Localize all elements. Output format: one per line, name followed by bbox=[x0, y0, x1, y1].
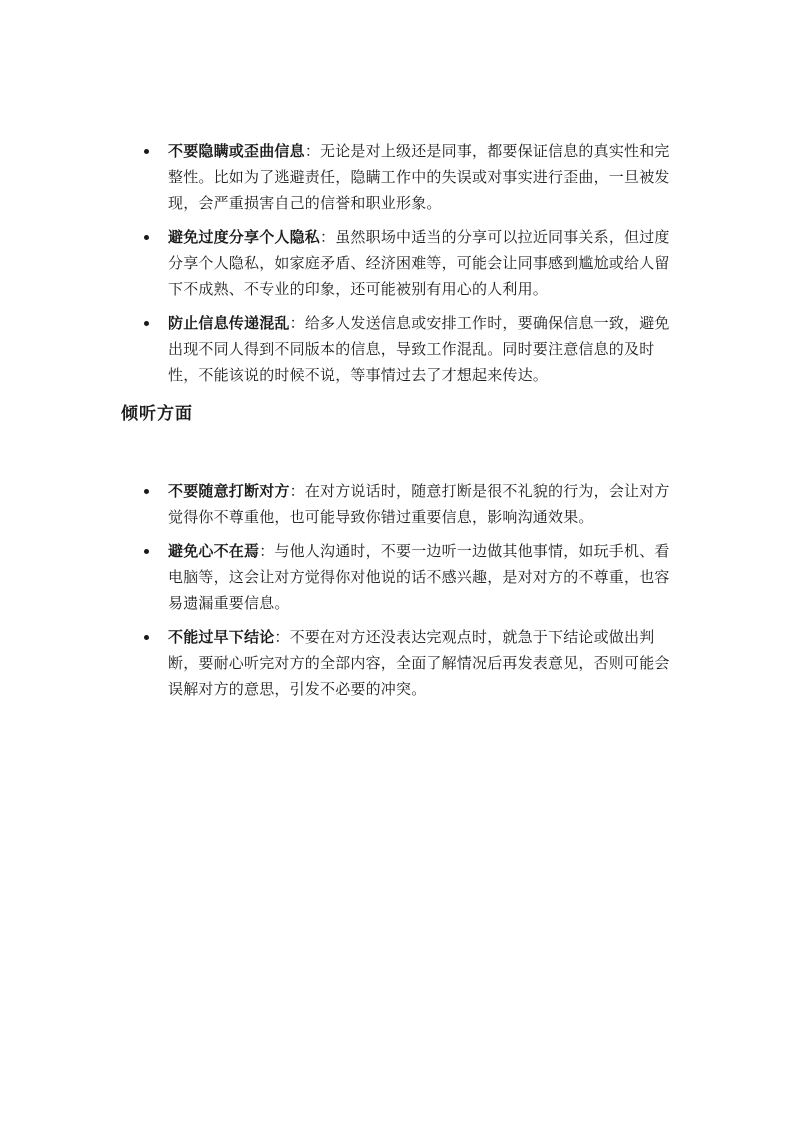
list-item bbox=[140, 624, 680, 702]
item-text: 与他人沟通时，不要一边听一边做其他事情，如玩手机、看电脑等，这会让对方觉得你对他说的话不感兴趣，是对对方的不尊重，也容易遗漏重要信息。 bbox=[168, 542, 670, 612]
bullet-dot-icon bbox=[144, 635, 149, 640]
item-text: 不要在对方还没表达完观点时，就急于下结论或做出判断，要耐心听完对方的全部内容，全面了解情况后再发表意见，否则可能会误解对方的意思，引发不必要的冲突。 bbox=[168, 628, 670, 698]
item-term: 防止信息传递混乱 bbox=[168, 314, 290, 332]
item-text: 给多人发送信息或安排工作时，要确保信息一致，避免出现不同人得到不同版本的信息，导致工作混乱。同时要注意信息的及时性，不能该说的时候不说，等事情过去了才想起来传达。 bbox=[168, 314, 670, 384]
item-term: 不要随意打断对方 bbox=[168, 482, 290, 500]
item-term: 避免心不在焉 bbox=[168, 542, 260, 560]
item-separator: ： bbox=[289, 482, 305, 500]
bullet-dot-icon bbox=[144, 149, 149, 154]
list-item bbox=[140, 224, 680, 302]
item-separator: ： bbox=[259, 542, 275, 560]
list-item bbox=[140, 538, 680, 616]
item-text: 无论是对上级还是同事，都要保证信息的真实性和完整性。比如为了逃避责任，隐瞒工作中的失误或对事实进行歪曲，一旦被发现，会严重损害自己的信誉和职业形象。 bbox=[168, 142, 670, 212]
item-term: 避免过度分享个人隐私 bbox=[168, 228, 321, 246]
bullet-list-listening bbox=[140, 478, 680, 710]
item-term: 不要隐瞒或歪曲信息 bbox=[168, 142, 305, 160]
bullet-list-communication bbox=[140, 138, 680, 396]
bullet-dot-icon bbox=[144, 489, 149, 494]
bullet-dot-icon bbox=[144, 321, 149, 326]
bullet-dot-icon bbox=[144, 235, 149, 240]
item-separator: ： bbox=[289, 314, 305, 332]
list-item bbox=[140, 138, 680, 216]
bullet-dot-icon bbox=[144, 549, 149, 554]
item-separator: ： bbox=[274, 628, 290, 646]
item-separator: ： bbox=[304, 142, 321, 160]
list-item bbox=[140, 478, 680, 530]
item-term: 不能过早下结论 bbox=[168, 628, 275, 646]
section-heading-listening: 倾听方面 bbox=[121, 404, 193, 424]
item-text: 在对方说话时，随意打断是很不礼貌的行为，会让对方觉得你不尊重他，也可能导致你错过重要信息，影响沟通效果。 bbox=[168, 482, 670, 526]
list-item bbox=[140, 310, 680, 388]
item-text: 虽然职场中适当的分享可以拉近同事关系，但过度分享个人隐私，如家庭矛盾、经济困难等，可能会让同事感到尴尬或给人留下不成熟、不专业的印象，还可能被别有用心的人利用。 bbox=[168, 228, 670, 298]
item-separator: ： bbox=[320, 228, 336, 246]
